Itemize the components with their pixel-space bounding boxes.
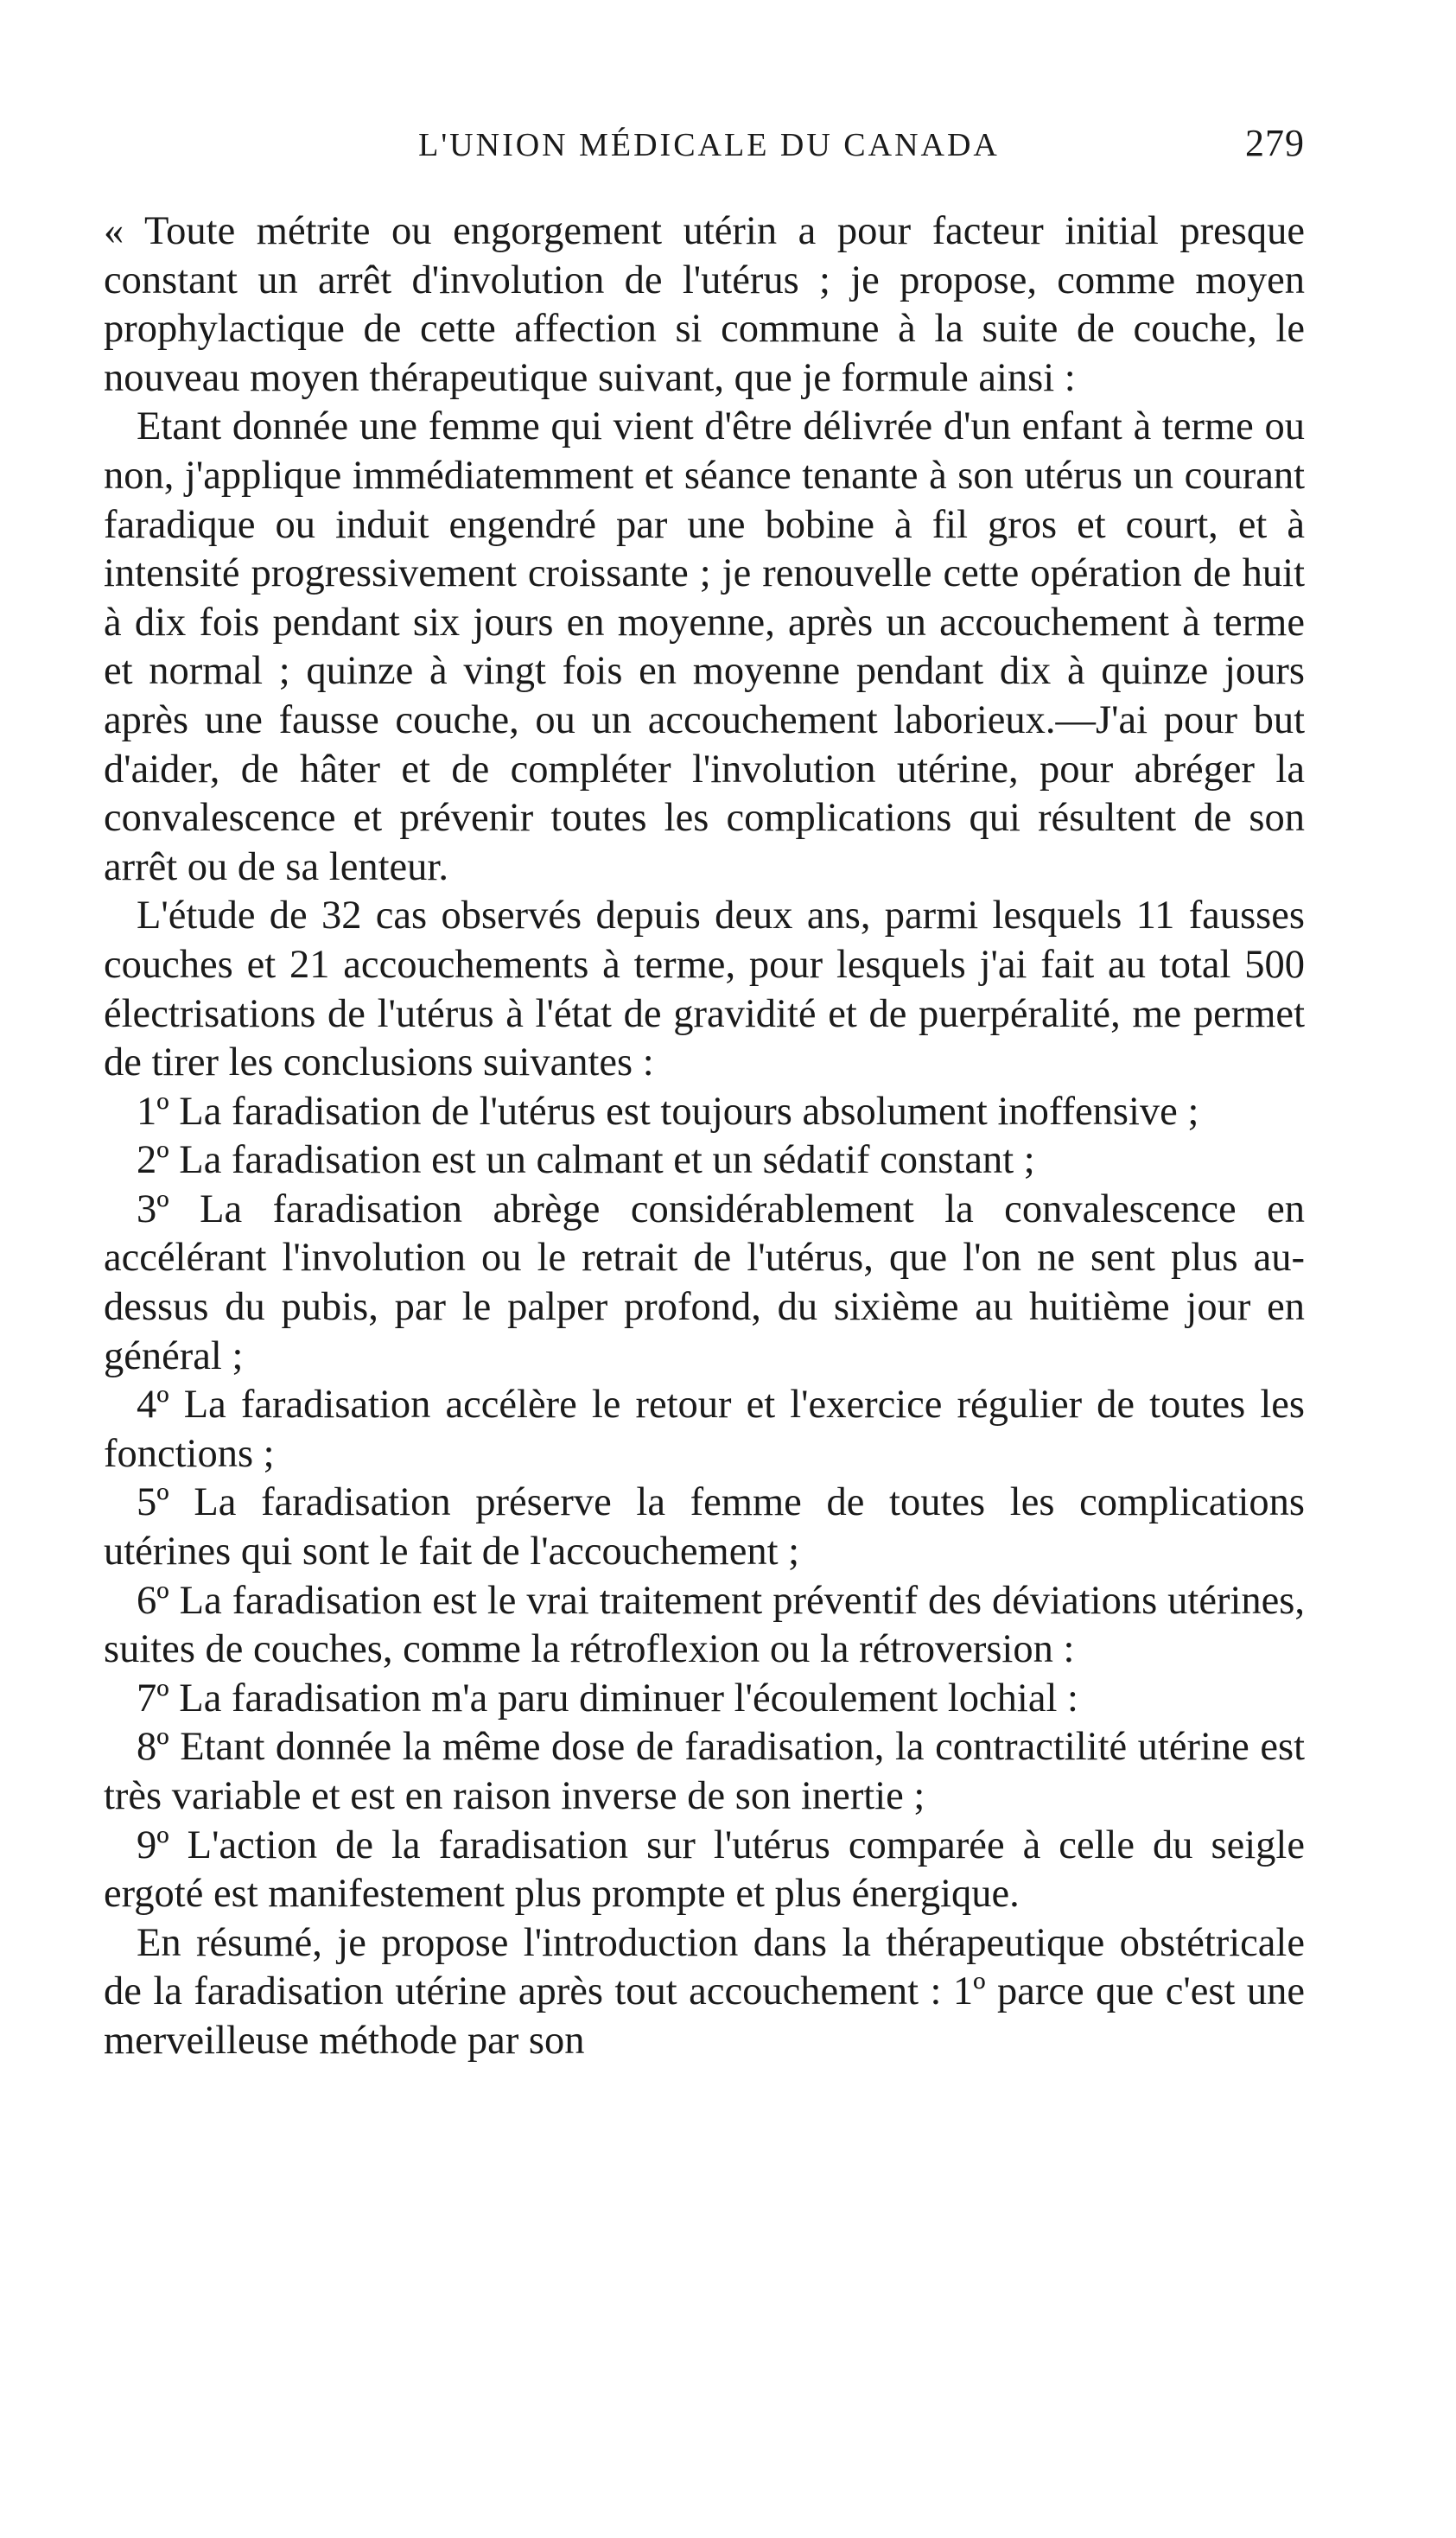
- conclusion-8: 8º Etant donnée la même dose de faradisation, la contractilité utérine est très variable et est en raison inverse de son inertie ;: [104, 1725, 1305, 1818]
- running-title: L'UNION MÉDICALE DU CANADA: [418, 127, 1000, 163]
- paragraph-intro-quote: « Toute métrite ou engorgement utérin a pour facteur initial presque constant un arrêt d'involution de l'utérus ; je propose, comme moyen prophylactique de cette affection si commune à la suite de couche, le nouveau moyen thérapeutique suivant, que je formule ainsi :: [104, 209, 1305, 400]
- paragraph-summary: En résumé, je propose l'introduction dans la thérapeutique obstétricale de la faradisation utérine après tout accouchement : 1º parce que c'est une merveilleuse méthode par son: [104, 1920, 1305, 2063]
- running-head: [104, 121, 1305, 181]
- conclusion-5: 5º La faradisation préserve la femme de toutes les complications utérines qui sont le fait de l'accouchement ;: [104, 1480, 1305, 1574]
- paragraph-method: Etant donnée une femme qui vient d'être délivrée d'un enfant à terme ou non, j'applique immédiatemment et séance tenante à son utérus un courant faradique ou induit engendré par une bobine à fil gros et court, et à intensité progressivement croissante ; je renouvelle cette opération de huit à dix fois pendant six jours en moyenne, après un accouchement à terme et normal ; quinze à vingt fois en moyenne pendant dix à quinze jours après une fausse couche, ou un accouchement laborieux.—J'ai pour but d'aider, de hâter et de compléter l'involution utérine, pour abréger la convalescence et prévenir toutes les complications qui résultent de son arrêt ou de sa lenteur.: [104, 404, 1305, 889]
- conclusion-7: 7º La faradisation m'a paru diminuer l'écoulement lochial :: [137, 1676, 1078, 1721]
- conclusion-2: 2º La faradisation est un calmant et un sédatif constant ;: [137, 1138, 1035, 1183]
- page: [104, 121, 1305, 2066]
- conclusion-1: 1º La faradisation de l'utérus est toujours absolument inoffensive ;: [137, 1089, 1199, 1134]
- body-text: [104, 207, 1305, 2066]
- conclusion-6: 6º La faradisation est le vrai traitement préventif des déviations utérines, suites de couches, comme la rétroflexion ou la rétroversion :: [104, 1578, 1305, 1672]
- conclusion-3: 3º La faradisation abrège considérablement la convalescence en accélérant l'involution ou le retrait de l'utérus, que l'on ne sent plus au-dessus du pubis, par le palper profond, du sixième au huitième jour en général ;: [104, 1186, 1305, 1378]
- conclusion-4: 4º La faradisation accélère le retour et l'exercice régulier de toutes les fonctions ;: [104, 1383, 1305, 1476]
- conclusion-9: 9º L'action de la faradisation sur l'utérus comparée à celle du seigle ergoté est manifestement plus prompte et plus énergique.: [104, 1822, 1305, 1917]
- paragraph-study: L'étude de 32 cas observés depuis deux ans, parmi lesquels 11 fausses couches et 21 accouchements à terme, pour lesquels j'ai fait au total 500 électrisations de l'utérus à l'état de gravidité et de puerpéralité, me permet de tirer les conclusions suivantes :: [104, 894, 1305, 1085]
- page-number: 279: [1245, 122, 1305, 164]
